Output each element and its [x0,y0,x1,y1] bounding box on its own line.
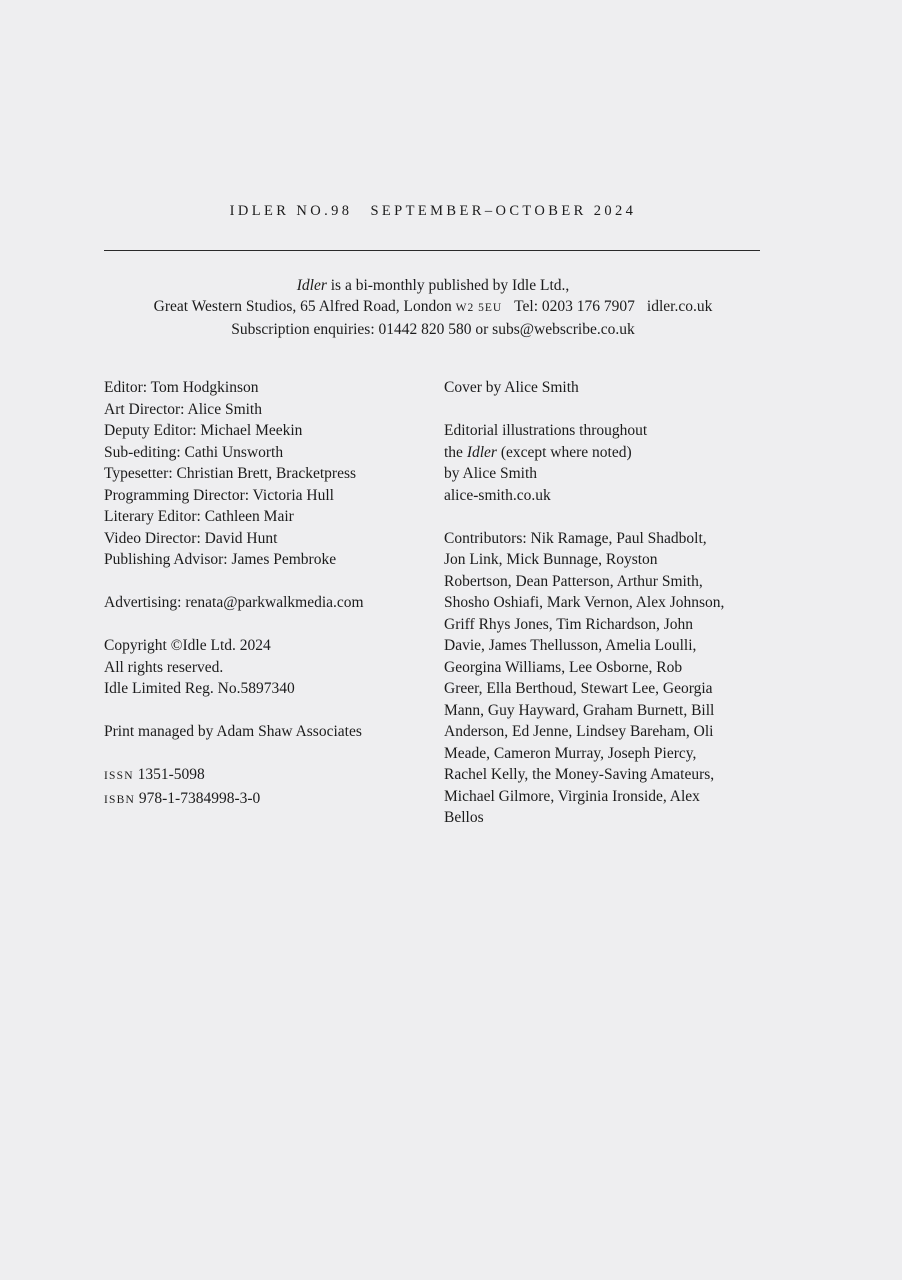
staff-sub-editing: Sub-editing: Cathi Unsworth [104,443,284,461]
illustrations-line-1: Editorial illustrations throughout [444,422,648,439]
staff-typesetter: Typesetter: Christian Brett, Bracketpress [104,465,357,482]
contributors-line: Mann, Guy Hayward, Graham Burnett, Bill [444,701,715,719]
publisher-line [0,275,866,296]
advertising-block [104,592,424,614]
contributors-line: Shosho Oshiafi, Mark Vernon, Alex Johnson, [444,594,725,611]
masthead [0,203,866,220]
illustrations-line-2 [444,442,764,464]
illustrations-line-3: by Alice Smith [444,465,537,482]
rights-reserved: All rights reserved. [104,658,224,676]
contributors-line: Jon Link, Mick Bunnage, Royston [444,551,658,568]
copyright: Copyright ©Idle Ltd. 2024 [104,637,271,654]
copyright-block [104,635,424,700]
staff-list [104,377,424,571]
address: Great Western Studios, 65 Alfred Road, London [153,298,456,315]
contributors-block [444,528,764,829]
publisher-info [0,275,866,340]
issue-date: SEPTEMBER–OCTOBER 2024 [370,203,637,219]
staff-column [104,377,424,811]
contributors-line: Anderson, Ed Jenne, Lindsey Bareham, Oli [444,723,714,740]
isbn [104,788,424,812]
issn [104,764,424,788]
subscription-line: Subscription enquiries: 01442 820 580 or subs@webscribe.co.uk [231,321,635,338]
illustrations-magazine-title: Idler [466,443,497,461]
print-managed: Print managed by Adam Shaw Associates [104,723,362,740]
isbn-label: ISBN [104,793,136,806]
magazine-title: Idler [296,277,327,294]
contributors-line: Davie, James Thellusson, Amelia Loulli, [444,637,697,654]
cover-credit-block [444,377,764,399]
address-line [0,296,866,319]
contributors-line: Greer, Ella Berthoud, Stewart Lee, Georgia [444,680,713,697]
issue-number: IDLER NO.98 [229,203,353,219]
website: idler.co.uk [646,298,713,315]
illustrations-note: (except where noted) [496,443,632,461]
contributors-line: Bellos [444,809,484,826]
contributors-line: Griff Rhys Jones, Tim Richardson, John [444,615,694,633]
credits-column [444,377,764,829]
illustrations-block [444,420,764,506]
contributors-line: Contributors: Nik Ramage, Paul Shadbolt, [444,529,707,547]
illustrator-website: alice-smith.co.uk [444,486,551,504]
publisher-text: is a bi-monthly published by Idle Ltd., [326,277,570,294]
postcode: W2 5EU [455,302,503,314]
issn-value: 1351-5098 [133,766,205,783]
advertising-contact: Advertising: renata@parkwalkmedia.com [104,594,364,611]
staff-video-director: Video Director: David Hunt [104,529,278,547]
staff-literary-editor: Literary Editor: Cathleen Mair [104,508,294,525]
identifiers-block [104,764,424,811]
staff-programming-director: Programming Director: Victoria Hull [104,486,334,504]
contributors-line: Rachel Kelly, the Money-Saving Amateurs, [444,766,715,783]
staff-deputy-editor: Deputy Editor: Michael Meekin [104,422,303,439]
staff-art-director: Art Director: Alice Smith [104,400,262,418]
contributors-line: Georgina Williams, Lee Osborne, Rob [444,658,683,676]
cover-credit: Cover by Alice Smith [444,379,579,396]
telephone: Tel: 0203 176 7907 [514,298,635,315]
isbn-value: 978-1-7384998-3-0 [135,789,261,807]
contributors-line: Meade, Cameron Murray, Joseph Piercy, [444,744,697,762]
staff-editor: Editor: Tom Hodgkinson [104,379,259,396]
illustrations-the: the [444,443,467,461]
issn-label: ISSN [104,770,134,782]
contributors-line: Robertson, Dean Patterson, Arthur Smith, [444,572,703,590]
header-rule [104,250,760,251]
contributors-line: Michael Gilmore, Virginia Ironside, Alex [444,787,700,805]
print-block [104,721,424,743]
company-registration: Idle Limited Reg. No.5897340 [104,680,295,697]
staff-publishing-advisor: Publishing Advisor: James Pembroke [104,551,337,568]
